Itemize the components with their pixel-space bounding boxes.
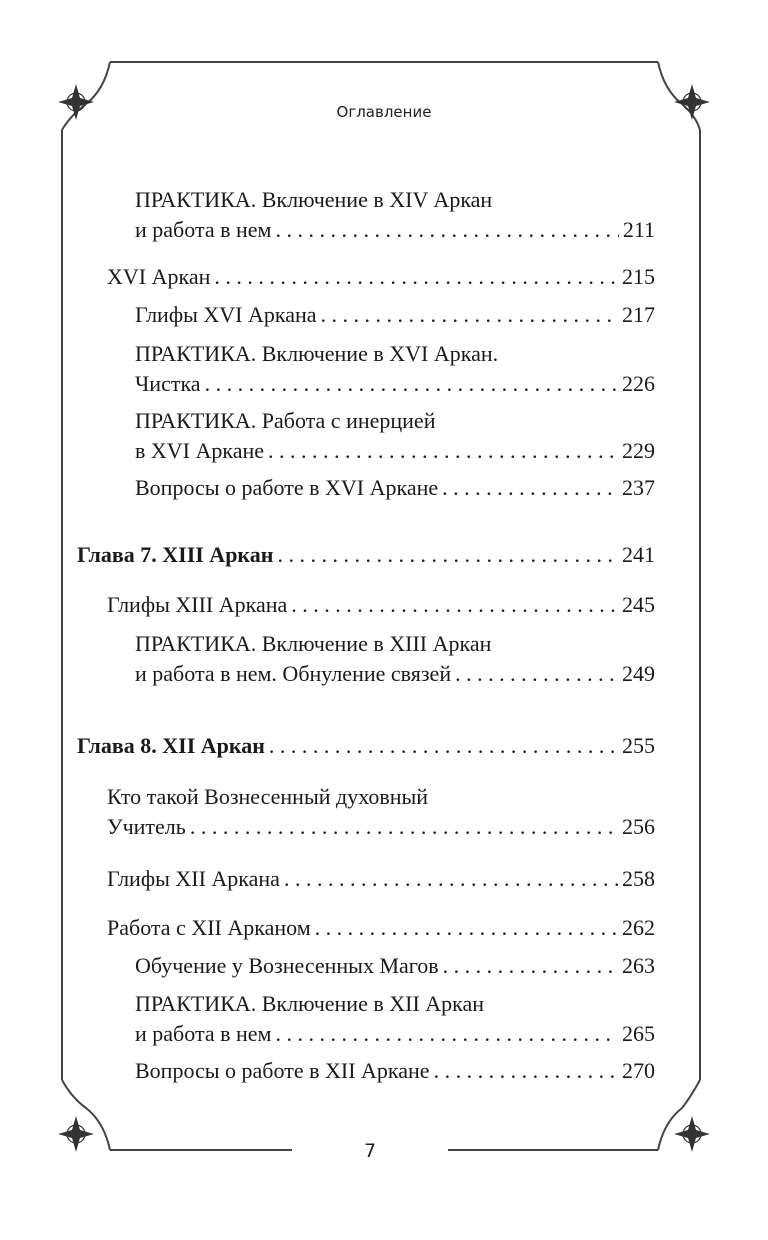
toc-entry-label: Вопросы о работе в XII Аркане bbox=[135, 1058, 430, 1083]
dot-leader bbox=[455, 659, 618, 689]
toc-entry-label: в XVI Аркане bbox=[135, 438, 265, 463]
dot-leader bbox=[205, 369, 618, 399]
toc-page-number: 256 bbox=[622, 814, 655, 839]
toc-entry bbox=[135, 989, 655, 1049]
toc-entry bbox=[135, 951, 655, 981]
toc-page-number: 255 bbox=[622, 733, 655, 758]
toc-entry bbox=[135, 406, 655, 466]
dot-leader bbox=[291, 590, 618, 620]
toc-page-number: 217 bbox=[622, 302, 655, 327]
toc-page-number: 245 bbox=[622, 592, 655, 617]
dot-leader bbox=[442, 473, 618, 503]
toc-entry bbox=[135, 339, 655, 399]
toc-entry-label: и работа в нем bbox=[135, 1021, 272, 1046]
dot-leader bbox=[443, 951, 618, 981]
dot-leader bbox=[275, 1019, 618, 1049]
toc-entry-label: и работа в нем bbox=[135, 217, 272, 242]
toc-page-number: 249 bbox=[622, 661, 655, 686]
toc-entry-line1: ПРАКТИКА. Включение в XII Аркан bbox=[135, 991, 485, 1016]
toc-entry bbox=[107, 864, 655, 894]
toc-entry-label: Глифы XII Аркана bbox=[107, 866, 280, 891]
dot-leader bbox=[268, 436, 618, 466]
toc-entry-line1: ПРАКТИКА. Включение в XIV Аркан bbox=[135, 187, 493, 212]
dot-leader bbox=[321, 300, 619, 330]
dot-leader bbox=[277, 540, 618, 570]
running-header: Оглавление bbox=[336, 103, 432, 121]
toc-page-number: 215 bbox=[622, 264, 655, 289]
toc-entry bbox=[107, 913, 655, 943]
toc-entry bbox=[135, 473, 655, 503]
toc-entry-line1: ПРАКТИКА. Работа с инерцией bbox=[135, 408, 436, 433]
toc-entry-line1: Кто такой Вознесенный духовный bbox=[107, 784, 429, 809]
dot-leader bbox=[190, 812, 618, 842]
page-number: 7 bbox=[363, 1140, 377, 1162]
toc-entry-label: Чистка bbox=[135, 371, 201, 396]
toc-entry bbox=[135, 300, 655, 330]
toc-page-number: 258 bbox=[622, 866, 655, 891]
dot-leader bbox=[284, 864, 618, 894]
dot-leader bbox=[269, 731, 618, 761]
toc-entry-label: и работа в нем. Обнуление связей bbox=[135, 661, 452, 686]
toc-entry-label: XVI Аркан bbox=[107, 264, 211, 289]
toc-entry bbox=[135, 185, 655, 245]
toc-entry bbox=[135, 1056, 655, 1086]
toc-page-number: 265 bbox=[622, 1021, 655, 1046]
toc-page-number: 211 bbox=[622, 217, 655, 242]
toc-chapter-entry bbox=[77, 540, 655, 570]
toc-entry-label: Глифы XIII Аркана bbox=[107, 592, 288, 617]
toc-entry-line1: ПРАКТИКА. Включение в XIII Аркан bbox=[135, 631, 492, 656]
toc-page-number: 270 bbox=[622, 1058, 655, 1083]
toc-entry bbox=[107, 262, 655, 292]
toc-page-number: 237 bbox=[622, 475, 655, 500]
toc-entry bbox=[135, 629, 655, 689]
toc-chapter-label: Глава 8. XII Аркан bbox=[77, 733, 265, 758]
toc-entry bbox=[107, 782, 655, 842]
toc-entry bbox=[107, 590, 655, 620]
toc-entry-label: Вопросы о работе в XVI Аркане bbox=[135, 475, 439, 500]
dot-leader bbox=[275, 215, 618, 245]
toc-page-number: 229 bbox=[622, 438, 655, 463]
dot-leader bbox=[434, 1056, 618, 1086]
toc-entry-label: Глифы XVI Аркана bbox=[135, 302, 317, 327]
toc-entry-label: Работа с XII Арканом bbox=[107, 915, 311, 940]
toc-page-number: 226 bbox=[622, 371, 655, 396]
toc-page-number: 262 bbox=[622, 915, 655, 940]
dot-leader bbox=[214, 262, 618, 292]
dot-leader bbox=[315, 913, 618, 943]
toc-page-number: 241 bbox=[622, 542, 655, 567]
toc-entry-line1: ПРАКТИКА. Включение в XVI Аркан. bbox=[135, 341, 499, 366]
toc-chapter-label: Глава 7. XIII Аркан bbox=[77, 542, 274, 567]
toc-page-number: 263 bbox=[622, 953, 655, 978]
toc-entry-label: Учитель bbox=[107, 814, 186, 839]
toc-chapter-entry bbox=[77, 731, 655, 761]
toc-entry-label: Обучение у Вознесенных Магов bbox=[135, 953, 439, 978]
